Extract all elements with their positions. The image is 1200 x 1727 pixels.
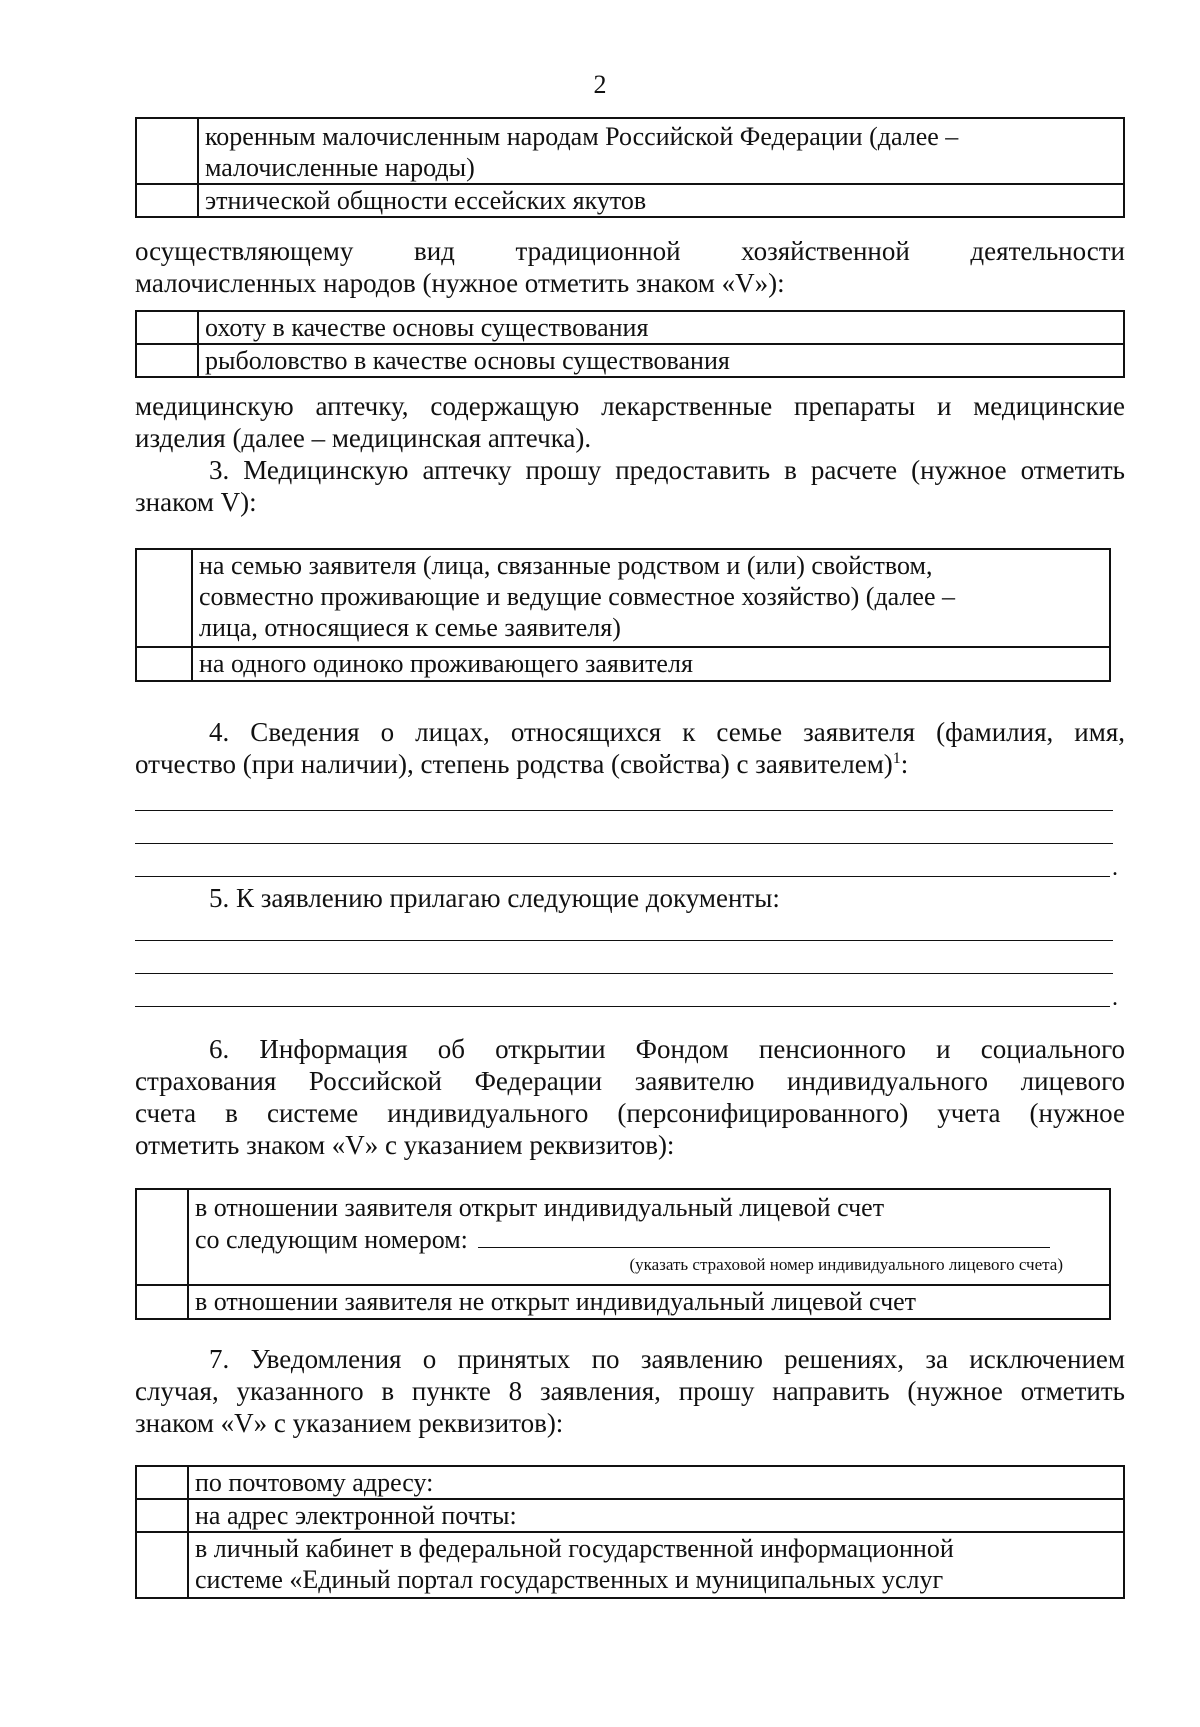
option-postal-address: по почтовому адресу:: [188, 1466, 1124, 1499]
item-6-paragraph: 6. Информация об открытии Фондом пенсионного и социального страхования Российской Федерации заявителю индивидуального лицевого счета в системе индивидуального (персонифицированного) учета (нужное отметить знаком «V» с указанием реквизитов):: [135, 1034, 1125, 1160]
activity-paragraph: осуществляющему вид традиционной хозяйственной деятельности малочисленных народов (нужное отметить знаком «V»):: [135, 236, 1125, 298]
option-gosuslugi: в личный кабинет в федеральной государственной информационной системе «Единый портал государственных и муниципальных услуг: [188, 1532, 1124, 1598]
option-single-applicant: на одного одиноко проживающего заявителя: [192, 647, 1110, 681]
checkbox-fishing[interactable]: [136, 344, 198, 377]
personal-account-table: [135, 1188, 1111, 1320]
footnote-mark: 1: [892, 750, 901, 767]
checkbox-email[interactable]: [136, 1499, 188, 1532]
snils-input-line[interactable]: [478, 1223, 1050, 1248]
documents-line-3[interactable]: [135, 1006, 1110, 1007]
item-4-paragraph: 4. Сведения о лицах, относящихся к семье заявителя (фамилия, имя, отчество (при наличии), степень родства (свойства) с заявителем)$^1$:: [135, 717, 1125, 779]
family-members-line-1[interactable]: [135, 810, 1113, 811]
option-hunting: охоту в качестве основы существования: [198, 311, 1124, 344]
line-end-dot: .: [1112, 855, 1118, 881]
option-account-opened: в отношении заявителя открыт индивидуальный лицевой счет со следующим номером: (указать страховой номер индивидуального лицевого счета): [188, 1189, 1110, 1285]
page-number: 2: [593, 70, 607, 99]
checkbox-hunting[interactable]: [136, 311, 198, 344]
line-end-dot-2: .: [1112, 985, 1118, 1011]
checkbox-family[interactable]: [136, 549, 192, 647]
item-5-paragraph: 5. К заявлению прилагаю следующие документы:: [209, 883, 780, 913]
activity-type-table: [135, 310, 1125, 378]
notification-method-table: [135, 1465, 1125, 1599]
checkbox-postal-address[interactable]: [136, 1466, 188, 1499]
medical-kit-paragraph: медицинскую аптечку, содержащую лекарственные препараты и медицинские изделия (далее – медицинская аптечка). 3. Медицинскую аптечку прошу предоставить в расчете (нужное отметить знаком V):: [135, 391, 1125, 517]
item-3-heading: 3. Медицинскую аптечку прошу предоставить в расчете (нужное отметить: [209, 455, 1125, 485]
option-fishing: рыболовство в качестве основы существования: [198, 344, 1124, 377]
checkbox-gosuslugi[interactable]: [136, 1532, 188, 1598]
family-members-line-3[interactable]: [135, 876, 1110, 877]
documents-line-1[interactable]: [135, 940, 1113, 941]
option-indigenous-peoples: коренным малочисленным народам Российской Федерации (далее – малочисленные народы): [198, 118, 1124, 184]
snils-caption: (указать страховой номер индивидуального лицевого счета): [629, 1255, 1063, 1274]
documents-line-2[interactable]: [135, 973, 1113, 974]
checkbox-indigenous-peoples[interactable]: [136, 118, 198, 184]
kit-calculation-table: [135, 548, 1111, 682]
option-email: на адрес электронной почты:: [188, 1499, 1124, 1532]
checkbox-account-not-opened[interactable]: [136, 1285, 188, 1319]
option-essey-yakuts: этнической общности ессейских якутов: [198, 184, 1124, 217]
item-7-paragraph: 7. Уведомления о принятых по заявлению решениях, за исключением случая, указанного в пункте 8 заявления, прошу направить (нужное отметить знаком «V» с указанием реквизитов):: [135, 1344, 1125, 1438]
option-account-not-opened: в отношении заявителя не открыт индивидуальный лицевой счет: [188, 1285, 1110, 1319]
checkbox-single-applicant[interactable]: [136, 647, 192, 681]
option-family: на семью заявителя (лица, связанные родством и (или) свойством, совместно проживающие и ведущие совместное хозяйство) (далее – лица, относящиеся к семье заявителя): [192, 549, 1110, 647]
checkbox-essey-yakuts[interactable]: [136, 184, 198, 217]
checkbox-account-opened[interactable]: [136, 1189, 188, 1285]
indigenous-status-table: [135, 117, 1125, 218]
family-members-line-2[interactable]: [135, 843, 1113, 844]
